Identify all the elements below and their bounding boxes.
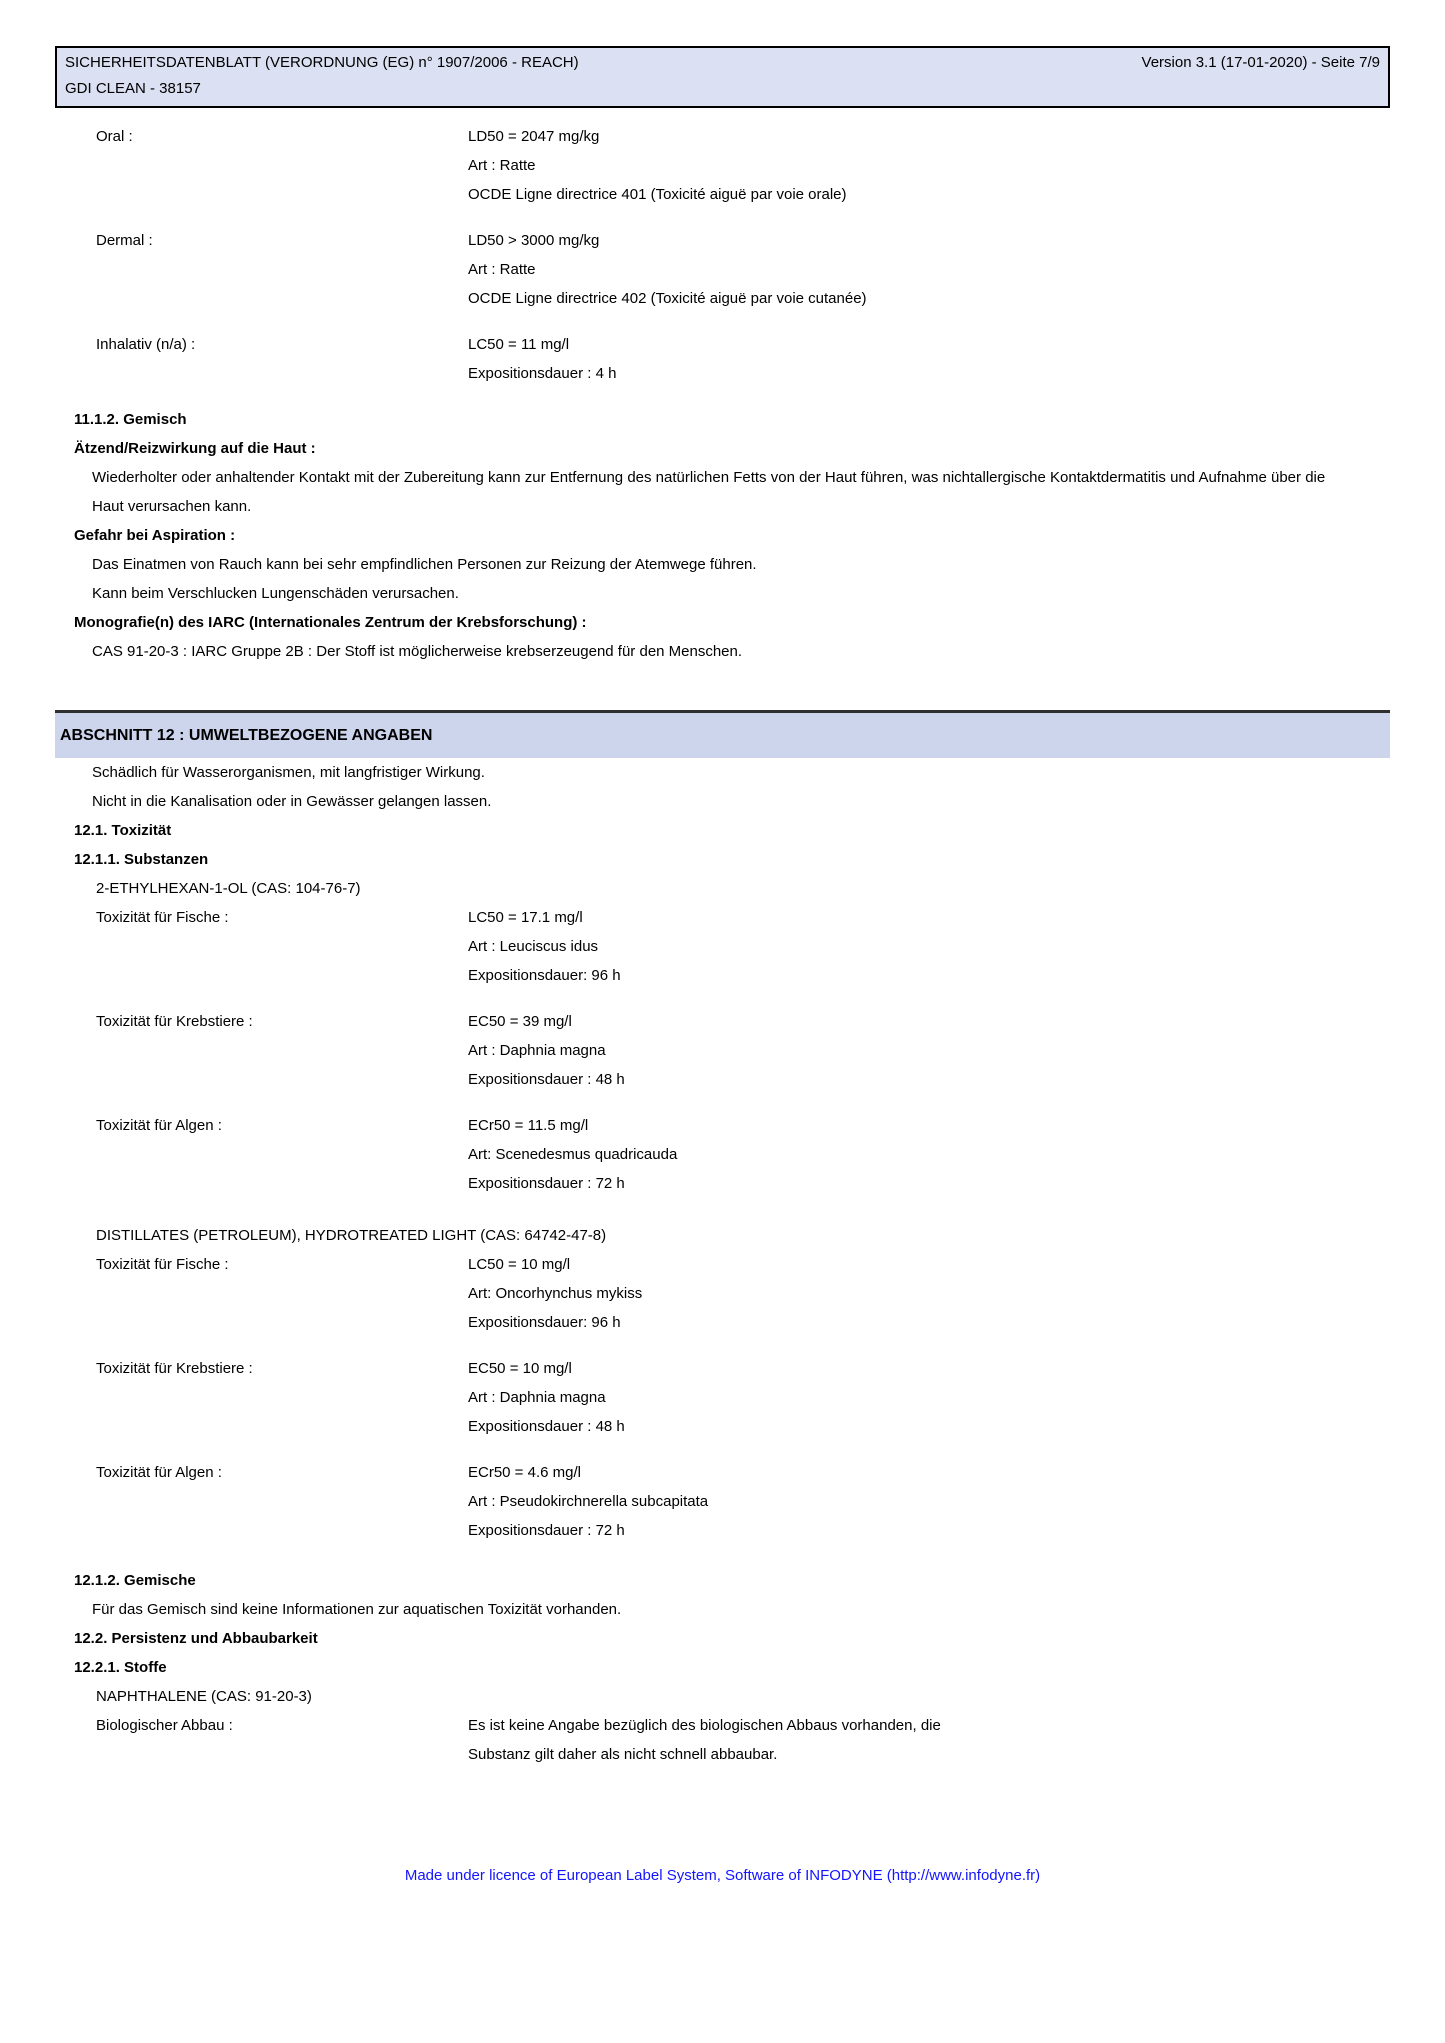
section-12-intro-line: Nicht in die Kanalisation oder in Gewässer gelangen lassen. xyxy=(92,793,492,810)
product-code: GDI CLEAN - 38157 xyxy=(65,80,201,97)
aspiration-hazard-line: Kann beim Verschlucken Lungenschäden verursachen. xyxy=(92,585,459,602)
entry-value-line: EC50 = 10 mg/l xyxy=(468,1360,572,1377)
entry-label: Toxizität für Algen : xyxy=(96,1464,222,1481)
tox-entry-dermal xyxy=(55,226,1390,313)
entry-label: Inhalativ (n/a) : xyxy=(96,336,196,353)
section-12-2-1-heading: 12.2.1. Stoffe xyxy=(74,1659,167,1676)
section-12-1-1-heading: 12.1.1. Substanzen xyxy=(74,851,209,868)
entry-values xyxy=(468,122,1390,209)
entry-value-line: Expositionsdauer: 96 h xyxy=(468,967,621,984)
entry-value-line: Expositionsdauer : 72 h xyxy=(468,1522,625,1539)
mixture-note: Für das Gemisch sind keine Informationen zur aquatischen Toxizität vorhanden. xyxy=(92,1601,622,1618)
entry-value-line: Art : Leuciscus idus xyxy=(468,938,599,955)
persistence-entries xyxy=(55,1711,1390,1769)
entry-value-line: LD50 = 2047 mg/kg xyxy=(468,128,600,145)
entry-value-line: Substanz gilt daher als nicht schnell abbaubar. xyxy=(468,1746,778,1763)
infodyne-licence-link[interactable]: Made under licence of European Label System, Software of INFODYNE (http://www.infodyne.fr) xyxy=(404,1867,1041,1884)
acute-toxicity-entries xyxy=(55,122,1390,388)
version-page-info: Version 3.1 (17-01-2020) - Seite 7/9 xyxy=(1141,54,1380,71)
entry-label: Toxizität für Krebstiere : xyxy=(96,1360,253,1377)
entry-value-line: EC50 = 39 mg/l xyxy=(468,1013,572,1030)
tox-entry-algae xyxy=(55,1458,1390,1545)
tox-entry-oral xyxy=(55,122,1390,209)
entry-label: Oral : xyxy=(96,128,133,145)
entry-values xyxy=(468,1354,1390,1441)
substance-name: DISTILLATES (PETROLEUM), HYDROTREATED LIGHT (CAS: 64742-47-8) xyxy=(96,1227,607,1244)
sds-page xyxy=(55,0,1390,1890)
entry-value-line: Expositionsdauer : 72 h xyxy=(468,1175,625,1192)
entry-value-line: Expositionsdauer: 96 h xyxy=(468,1314,621,1331)
section-12-intro-line: Schädlich für Wasserorganismen, mit langfristiger Wirkung. xyxy=(92,764,485,781)
entry-label: Toxizität für Fische : xyxy=(96,1256,229,1273)
entry-value-line: Art : Ratte xyxy=(468,157,536,174)
entry-value-line: LC50 = 10 mg/l xyxy=(468,1256,571,1273)
entry-label: Dermal : xyxy=(96,232,153,249)
iarc-monograph-line: CAS 91-20-3 : IARC Gruppe 2B : Der Stoff ist möglicherweise krebserzeugend für den Menschen. xyxy=(92,643,743,660)
entry-value-line: Art : Daphnia magna xyxy=(468,1042,606,1059)
section-12-title: ABSCHNITT 12 : UMWELTBEZOGENE ANGABEN xyxy=(60,727,433,744)
entry-value-line: ECr50 = 4.6 mg/l xyxy=(468,1464,581,1481)
entry-values xyxy=(468,1458,1390,1545)
entry-value-line: ECr50 = 11.5 mg/l xyxy=(468,1117,589,1134)
entry-value-line: Art: Scenedesmus quadricauda xyxy=(468,1146,678,1163)
section-12-1-heading: 12.1. Toxizität xyxy=(74,822,172,839)
tox-entry-crustaceans xyxy=(55,1354,1390,1441)
entry-values xyxy=(468,1007,1390,1094)
entry-label: Toxizität für Algen : xyxy=(96,1117,222,1134)
tox-entry-fish xyxy=(55,903,1390,990)
entry-value-line: Art: Oncorhynchus mykiss xyxy=(468,1285,643,1302)
substance-1-entries xyxy=(55,903,1390,1198)
entry-value-line: Art : Daphnia magna xyxy=(468,1389,606,1406)
iarc-monograph-heading: Monografie(n) des IARC (Internationales Zentrum der Krebsforschung) : xyxy=(74,614,587,631)
entry-values xyxy=(468,1711,1390,1769)
entry-value-line: Expositionsdauer : 48 h xyxy=(468,1418,625,1435)
entry-label: Toxizität für Fische : xyxy=(96,909,229,926)
entry-label: Biologischer Abbau : xyxy=(96,1717,233,1734)
substance-name: 2-ETHYLHEXAN-1-OL (CAS: 104-76-7) xyxy=(96,880,361,897)
tox-entry-inhalative xyxy=(55,330,1390,388)
entry-value-line: OCDE Ligne directrice 401 (Toxicité aiguë par voie orale) xyxy=(468,186,847,203)
entry-value-line: Es ist keine Angabe bezüglich des biologischen Abbaus vorhanden, die xyxy=(468,1717,941,1734)
entry-values xyxy=(468,226,1390,313)
tox-entry-crustaceans xyxy=(55,1007,1390,1094)
entry-value-line: Art : Pseudokirchnerella subcapitata xyxy=(468,1493,709,1510)
substance-2-entries xyxy=(55,1250,1390,1545)
entry-value-line: LD50 > 3000 mg/kg xyxy=(468,232,600,249)
entry-value-line: LC50 = 11 mg/l xyxy=(468,336,570,353)
aspiration-hazard-line: Das Einatmen von Rauch kann bei sehr empfindlichen Personen zur Reizung der Atemwege führen. xyxy=(92,556,757,573)
entry-values xyxy=(468,330,1390,388)
substance-name: NAPHTHALENE (CAS: 91-20-3) xyxy=(96,1688,312,1705)
entry-values xyxy=(468,1111,1390,1198)
tox-entry-fish xyxy=(55,1250,1390,1337)
tox-entry-algae xyxy=(55,1111,1390,1198)
entry-values xyxy=(468,903,1390,990)
section-12-2-heading: 12.2. Persistenz und Abbaubarkeit xyxy=(74,1630,318,1647)
entry-value-line: LC50 = 17.1 mg/l xyxy=(468,909,583,926)
entry-values xyxy=(468,1250,1390,1337)
skin-corrosion-text: Wiederholter oder anhaltender Kontakt mit der Zubereitung kann zur Entfernung des natürlichen Fetts von der Haut führen, was nichtallergische Kontaktdermatitis und Aufnahme über die Haut verursachen kann. xyxy=(92,469,1326,515)
entry-value-line: OCDE Ligne directrice 402 (Toxicité aiguë par voie cutanée) xyxy=(468,290,867,307)
entry-value-line: Art : Ratte xyxy=(468,261,536,278)
document-footer xyxy=(55,1861,1390,1890)
section-12-1-2-heading: 12.1.2. Gemische xyxy=(74,1572,196,1589)
entry-value-line: Expositionsdauer : 4 h xyxy=(468,365,617,382)
aspiration-hazard-heading: Gefahr bei Aspiration : xyxy=(74,527,236,544)
section-11-1-2-heading: 11.1.2. Gemisch xyxy=(74,411,187,428)
biodegradation-entry xyxy=(55,1711,1390,1769)
page-title: SICHERHEITSDATENBLATT (VERORDNUNG (EG) n° 1907/2006 - REACH) xyxy=(65,54,579,71)
document-header xyxy=(55,46,1390,108)
entry-value-line: Expositionsdauer : 48 h xyxy=(468,1071,625,1088)
skin-corrosion-heading: Ätzend/Reizwirkung auf die Haut : xyxy=(74,440,316,457)
section-12-bar xyxy=(55,710,1390,758)
entry-label: Toxizität für Krebstiere : xyxy=(96,1013,253,1030)
